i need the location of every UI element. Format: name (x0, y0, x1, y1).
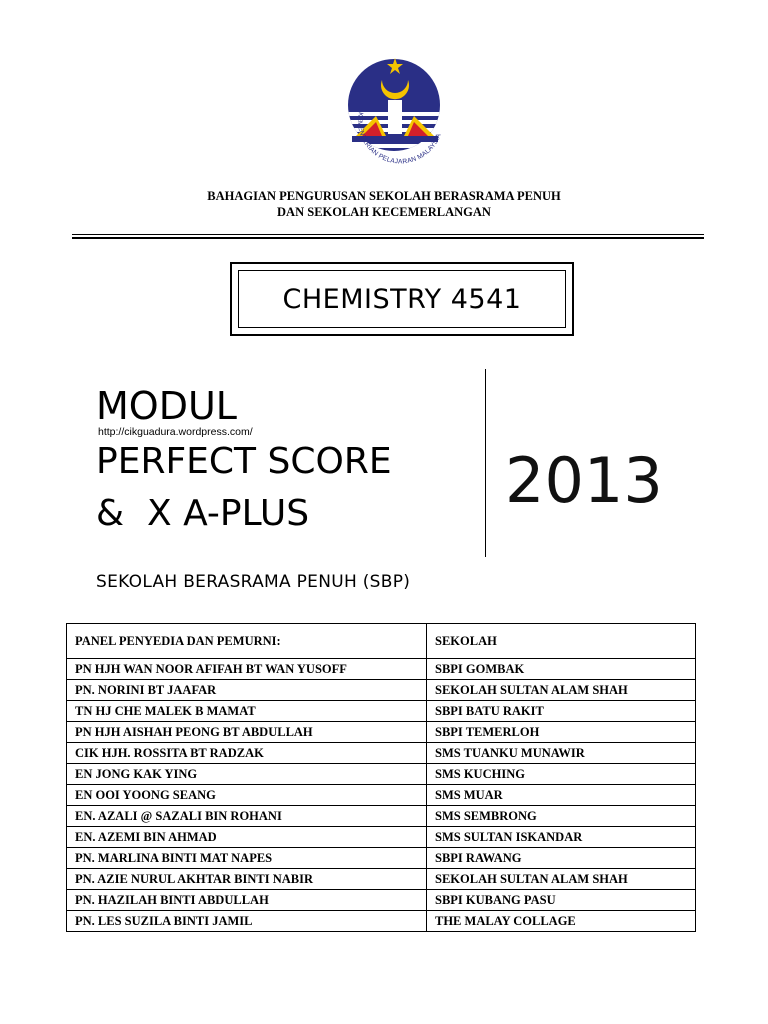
panel-member-school: SEKOLAH SULTAN ALAM SHAH (427, 680, 696, 701)
panel-member-name: CIK HJH. ROSSITA BT RADZAK (67, 743, 427, 764)
panel-member-school: SMS MUAR (427, 785, 696, 806)
table-row (67, 659, 696, 680)
panel-member-name: EN OOI YOONG SEANG (67, 785, 427, 806)
year: 2013 (505, 444, 663, 517)
table-row (67, 869, 696, 890)
table-row (67, 680, 696, 701)
table-row (67, 848, 696, 869)
panel-member-name: EN. AZEMI BIN AHMAD (67, 827, 427, 848)
panel-member-name: PN. MARLINA BINTI MAT NAPES (67, 848, 427, 869)
panel-member-school: SMS KUCHING (427, 764, 696, 785)
table-header-row (67, 624, 696, 659)
panel-member-name: PN. HAZILAH BINTI ABDULLAH (67, 890, 427, 911)
agency-line-2: DAN SEKOLAH KECEMERLANGAN (277, 205, 491, 219)
agency-name (0, 188, 768, 220)
panel-member-school: SBPI RAWANG (427, 848, 696, 869)
panel-member-name: PN. NORINI BT JAAFAR (67, 680, 427, 701)
module-subtitle-2: & X A-PLUS (96, 493, 310, 534)
divider-thin (72, 234, 704, 235)
panel-member-name: TN HJ CHE MALEK B MAMAT (67, 701, 427, 722)
panel-member-school: SMS TUANKU MUNAWIR (427, 743, 696, 764)
table-row (67, 785, 696, 806)
panel-member-name: PN. LES SUZILA BINTI JAMIL (67, 911, 427, 932)
svg-text:KEMENTERIAN PELAJARAN MALAYSIA: KEMENTERIAN PELAJARAN MALAYSIA (355, 111, 443, 166)
panel-member-name: PN HJH AISHAH PEONG BT ABDULLAH (67, 722, 427, 743)
table-row (67, 827, 696, 848)
panel-member-school: THE MALAY COLLAGE (427, 911, 696, 932)
panel-member-name: PN HJH WAN NOOR AFIFAH BT WAN YUSOFF (67, 659, 427, 680)
module-subtitle-1: PERFECT SCORE (96, 441, 392, 482)
table-row (67, 890, 696, 911)
panel-member-school: SMS SULTAN ISKANDAR (427, 827, 696, 848)
school-group: SEKOLAH BERASRAMA PENUH (SBP) (96, 572, 411, 592)
panel-member-school: SBPI BATU RAKIT (427, 701, 696, 722)
panel-member-name: PN. AZIE NURUL AKHTAR BINTI NABIR (67, 869, 427, 890)
table-row (67, 911, 696, 932)
header-panel: PANEL PENYEDIA DAN PEMURNI: (67, 624, 427, 659)
divider-thick (72, 237, 704, 239)
table-row (67, 722, 696, 743)
source-url[interactable]: http://cikguadura.wordpress.com/ (98, 426, 253, 438)
panel-member-name: EN JONG KAK YING (67, 764, 427, 785)
panel-member-school: SBPI TEMERLOH (427, 722, 696, 743)
subject-title: CHEMISTRY 4541 (238, 270, 566, 328)
panel-table (66, 623, 696, 932)
subject-box (230, 262, 574, 336)
agency-line-1: BAHAGIAN PENGURUSAN SEKOLAH BERASRAMA PENUH (207, 189, 561, 203)
ministry-crest-icon (332, 50, 462, 176)
panel-member-school: SMS SEMBRONG (427, 806, 696, 827)
panel-member-school: SBPI GOMBAK (427, 659, 696, 680)
table-row (67, 743, 696, 764)
table-row (67, 806, 696, 827)
table-row (67, 701, 696, 722)
table-row (67, 764, 696, 785)
module-title: MODUL (96, 384, 237, 428)
header-school: SEKOLAH (427, 624, 696, 659)
vertical-divider (485, 369, 486, 557)
panel-member-name: EN. AZALI @ SAZALI BIN ROHANI (67, 806, 427, 827)
panel-member-school: SEKOLAH SULTAN ALAM SHAH (427, 869, 696, 890)
panel-member-school: SBPI KUBANG PASU (427, 890, 696, 911)
